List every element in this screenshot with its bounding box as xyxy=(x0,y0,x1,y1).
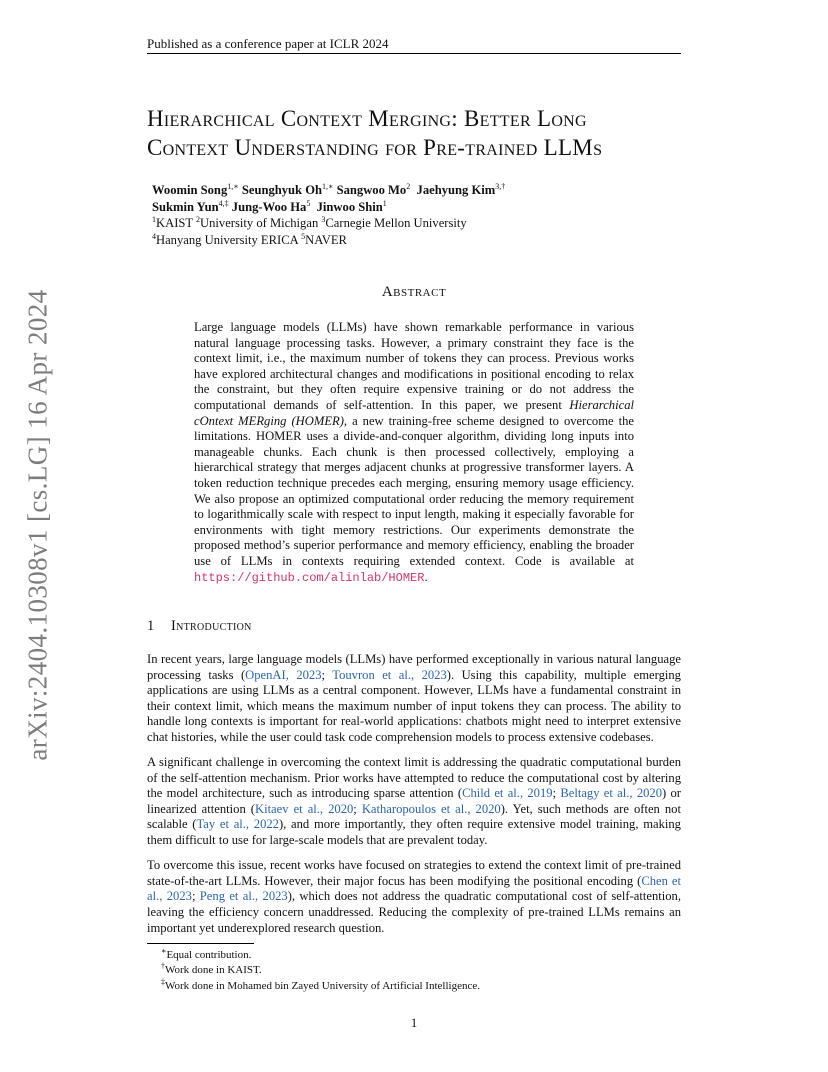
author-line-1 xyxy=(152,182,692,199)
author-block xyxy=(152,182,692,248)
abstract-heading: Abstract xyxy=(381,284,447,300)
method-name: Hierarchical cOntext MERging (HOMER) xyxy=(194,397,634,428)
text-span: ). Yet, such methods are often not scalable ( xyxy=(147,801,681,832)
abstract-text xyxy=(194,320,634,586)
citation-link[interactable]: Chen et al., 2023 xyxy=(147,873,681,904)
author-name: Jaehyung Kim xyxy=(416,183,496,197)
arxiv-stamp-text: arXiv:2404.10308v1 [cs.LG] 16 Apr 2024 xyxy=(22,289,53,761)
author-sup: 1,∗ xyxy=(322,181,334,191)
text-span: To overcome this issue, recent works have focused on strategies to extend the context limit of pre-trained state-of-the-art LLMs. However, their major focus has been modifying the positional encoding ( xyxy=(147,858,681,888)
citation-link[interactable]: Katharopoulos et al., 2020 xyxy=(361,801,501,816)
author-sup: 5 xyxy=(306,198,311,208)
affiliation: University of Michigan xyxy=(200,216,322,230)
arxiv-stamp xyxy=(18,290,58,760)
text-span: ), and more importantly, they often require extensive model training, making them difficult to use for large-scale models that are prevalent today. xyxy=(147,817,681,848)
text-span: In recent years, large language models (LLMs) have performed exceptionally in various natural language processing tasks ( xyxy=(147,652,681,682)
footnote xyxy=(161,976,480,994)
paragraph xyxy=(147,652,681,746)
aff-sup: 5 xyxy=(301,231,306,241)
section-title: Introduction xyxy=(171,618,252,634)
author-sup: 2 xyxy=(406,181,411,191)
text-span: ; xyxy=(552,786,561,801)
author-name: Seunghyuk Oh xyxy=(241,183,322,197)
affiliation-line-1 xyxy=(152,215,692,232)
running-header: Published as a conference paper at ICLR 2024 xyxy=(147,36,389,51)
citation-link[interactable]: Kitaev et al., 2020 xyxy=(254,801,354,816)
abstract-span: Large language models (LLMs) have shown remarkable performance in various natural language processing tasks. However, a primary constraint they face is the context limit, i.e., the maximum number of tokens they can process. Previous works have explored architectural changes and modifications in positional encoding to relax the constraint, but they often require expensive training or do not address the computational demands of self-attention. In this paper, we present xyxy=(194,320,634,412)
aff-sup: 2 xyxy=(196,214,201,224)
section-number: 1 xyxy=(147,618,155,634)
footnote-text: Work done in Mohamed bin Zayed University of Artificial Intelligence. xyxy=(165,979,480,992)
text-span: ). Using this capability, multiple emerging applications are using LLMs as a central component. However, LLMs have a fundamental constraint in their context limit, which means the maximum number of input tokens they can process. The ability to handle long contexts is important for real-world applications: chatbots might need to interpret extensive chat histories, while the user could task code comprehension models to process extensive codebases. xyxy=(147,667,681,744)
author-sup: 4,‡ xyxy=(218,198,229,208)
affiliation: Hanyang University ERICA xyxy=(156,232,302,247)
footnote-text: Equal contribution. xyxy=(166,949,252,961)
paragraph xyxy=(147,755,681,849)
text-span: ; xyxy=(353,801,362,816)
paper-title xyxy=(147,104,707,162)
author-sup: 1 xyxy=(382,198,387,208)
text-span: ), which does not address the quadratic computational cost of self-attention, leaving the efficiency concern unaddressed. Reducing the complexity of pre-trained LLMs remains an important yet underexplored research question. xyxy=(147,889,681,935)
aff-sup: 3 xyxy=(321,214,326,224)
footnote xyxy=(161,948,480,963)
text-span: ; xyxy=(321,667,333,682)
body-text xyxy=(147,652,681,946)
text-span: ) or linearized attention ( xyxy=(147,786,681,816)
author-name: Sangwoo Mo xyxy=(336,183,407,197)
author-line-2 xyxy=(152,199,692,216)
author-name: Sukmin Yun xyxy=(152,199,219,214)
affiliation: Carnegie Mellon University xyxy=(325,216,467,230)
abstract-span: . xyxy=(424,569,428,584)
affiliation-line-2 xyxy=(152,232,692,249)
citation-link[interactable]: Child et al., 2019 xyxy=(462,786,553,801)
citation-link[interactable]: Beltagy et al., 2020 xyxy=(560,786,663,801)
footnote-mark: ∗ xyxy=(161,946,167,956)
aff-sup: 4 xyxy=(152,231,156,241)
author-name: Jung-Woo Ha xyxy=(231,199,307,214)
footnote-text: Work done in KAIST. xyxy=(165,964,262,977)
page-number: 1 xyxy=(410,1016,418,1030)
text-span: A significant challenge in overcoming the context limit is addressing the quadratic computational burden of the self-attention mechanism. Prior works have attempted to reduce the computational cost by altering the model architecture, such as introducing sparse attention ( xyxy=(147,755,681,801)
code-link[interactable]: https://github.com/alinlab/HOMER xyxy=(194,570,425,585)
abstract-span: , a new training-free scheme designed to overcome the limitations. HOMER uses a divide-and-conquer algorithm, dividing long inputs into manageable chunks. Each chunk is then processed collectively, employing a hierarchical strategy that merges adjacent chunks at progressive transformer layers. A token reduction technique precedes each merging, ensuring memory usage efficiency. We also propose an optimized computational order reducing the memory requirement to logarithmically scale with respect to input length, making it especially favorable for environments with tight memory restrictions. Our experiments demonstrate the proposed method’s superior performance and memory efficiency, enabling the broader use of LLMs in contexts requiring extended context. Code is available at xyxy=(194,413,634,568)
title-line-1: Hierarchical Context Merging: Better Long xyxy=(147,106,587,131)
citation-link[interactable]: Peng et al., 2023 xyxy=(199,889,288,904)
footnote-mark: ‡ xyxy=(161,976,165,986)
citation-link[interactable]: OpenAI, 2023 xyxy=(245,667,322,682)
footnotes xyxy=(161,948,480,994)
text-span: ; xyxy=(191,889,200,904)
section-heading xyxy=(147,618,252,635)
footnote xyxy=(161,963,480,978)
paragraph xyxy=(147,858,681,936)
header-rule xyxy=(147,53,681,54)
affiliation: KAIST xyxy=(156,216,197,230)
author-name: Jinwoo Shin xyxy=(316,199,383,214)
footnote-rule xyxy=(147,943,254,944)
citation-link[interactable]: Touvron et al., 2023 xyxy=(332,667,447,682)
affiliation: NAVER xyxy=(305,232,347,247)
title-line-2: Context Understanding for Pre-trained LLMs xyxy=(147,135,603,160)
author-sup: 1,∗ xyxy=(227,181,239,191)
citation-link[interactable]: Tay et al., 2022 xyxy=(196,817,279,832)
aff-sup: 1 xyxy=(152,214,156,224)
footnote-mark: † xyxy=(161,961,165,971)
author-name: Woomin Song xyxy=(152,183,228,197)
author-sup: 3,† xyxy=(495,181,506,191)
